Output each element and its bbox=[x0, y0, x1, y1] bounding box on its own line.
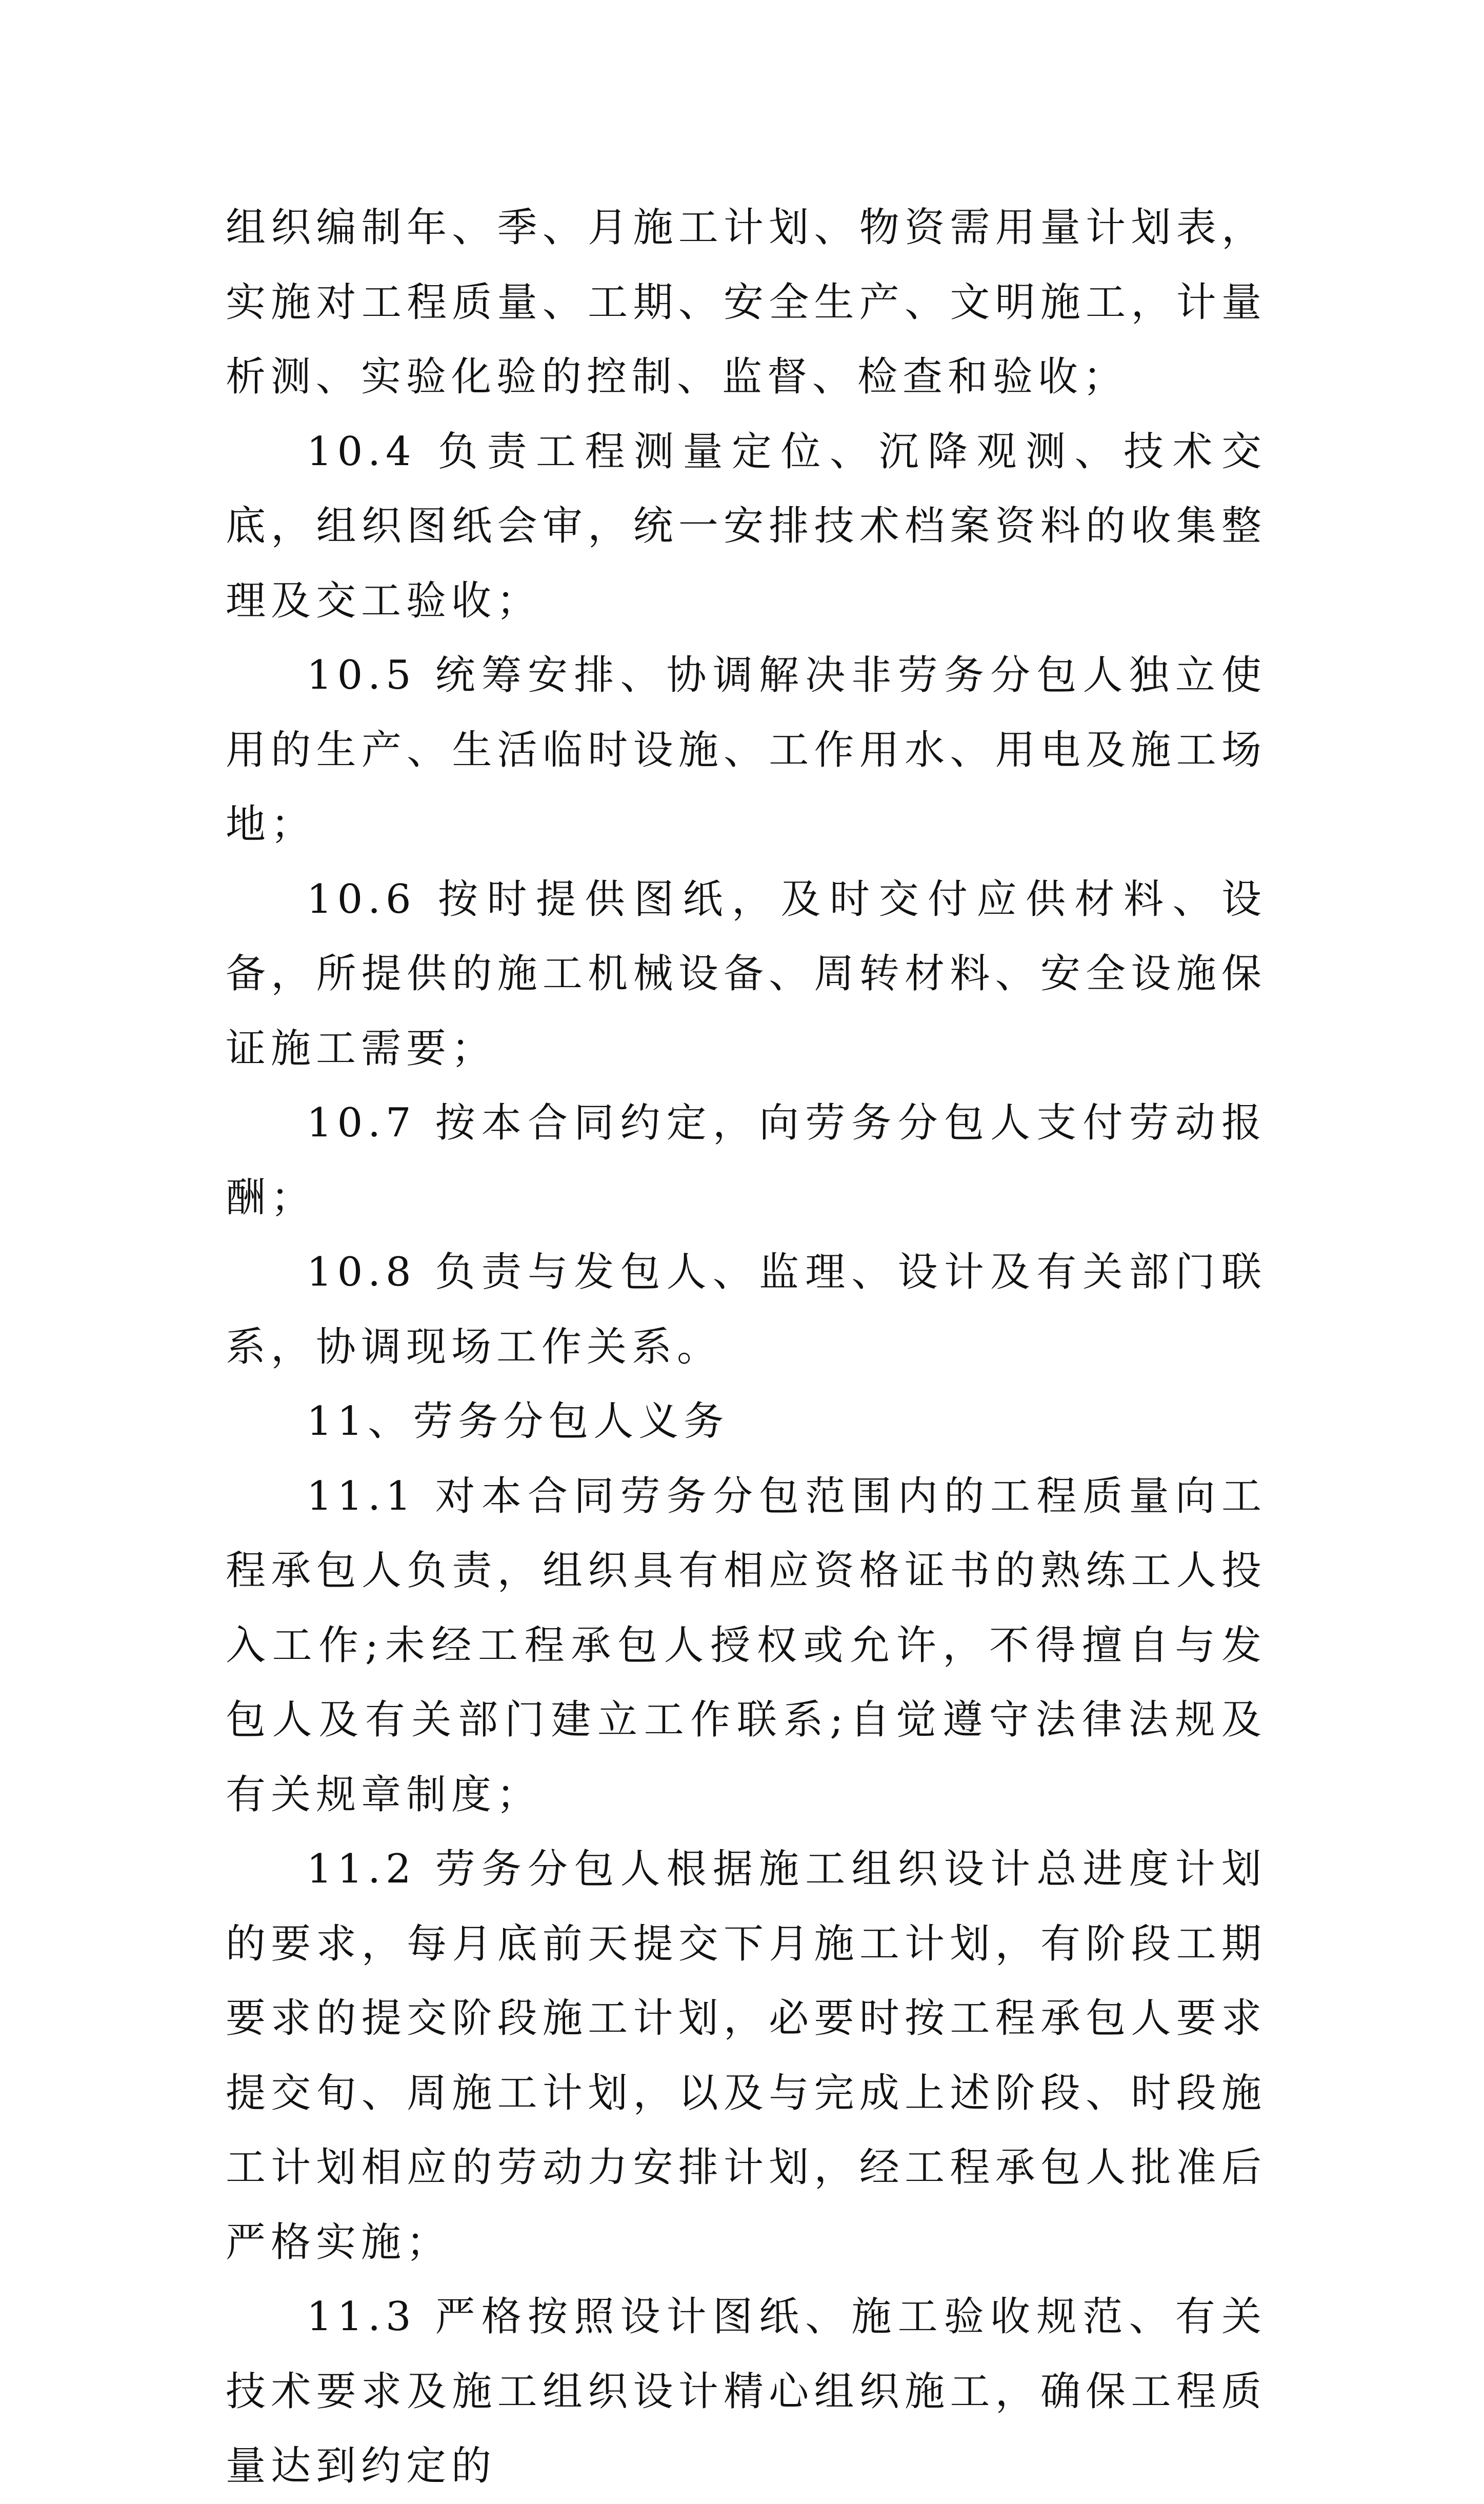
paragraph-11-2: 11.2 劳务分包人根据施工组织设计总进度计划的要求，每月底前天提交下月施工计划，有阶段工期要求的提交阶段施工计划，必要时按工程承包人要求提交旬、周施工计划，以及与完成上述阶段、时段施工计划相应的劳动力安排计划，经工程承包人批准后严格实施； bbox=[226, 1846, 1267, 2266]
paragraph-10-5: 10.5 统筹安排、协调解决非劳务分包人独立使用的生产、生活临时设施、工作用水、用电及施工场地； bbox=[226, 652, 1267, 848]
paragraph-11-3: 11.3 严格按照设计图纸、施工验收规范、有关技术要求及施工组织设计精心组织施工，确保工程质量达到约定的 bbox=[226, 2294, 1267, 2489]
section-heading-11: 11、劳务分包人义务 bbox=[307, 1398, 729, 1445]
paragraph-1: 组织编制年、季、月施工计划、物资需用量计划表，实施对工程质量、工期、安全生产、文明施工，计量析测、实验化验的控制、监督、检查和验收； bbox=[226, 205, 1267, 400]
paragraph-10-6: 10.6 按时提供图纸，及时交付应供材料、设备，所提供的施工机械设备、周转材料、安全设施保证施工需要； bbox=[226, 876, 1267, 1072]
paragraph-10-4: 10.4 负责工程测量定位、沉降观测、技术交底，组织图纸会审，统一安排技术档案资料的收集整理及交工验收； bbox=[226, 428, 1267, 624]
paragraph-11-1: 11.1 对本合同劳务分包范围内的工程质量向工程承包人负责，组织具有相应资格证书的熟练工人投入工作;未经工程承包人授权或允许，不得擅自与发包人及有关部门建立工作联系;自觉遵守法律法规及有关规章制度； bbox=[226, 1473, 1267, 1818]
paragraph-10-8: 10.8 负责与发包人、监理、设计及有关部门联系，协调现场工作关系。 bbox=[226, 1249, 1267, 1370]
paragraph-10-7: 10.7 按本合同约定，向劳务分包人支付劳动报酬； bbox=[226, 1100, 1267, 1221]
document-body bbox=[226, 191, 1267, 2504]
